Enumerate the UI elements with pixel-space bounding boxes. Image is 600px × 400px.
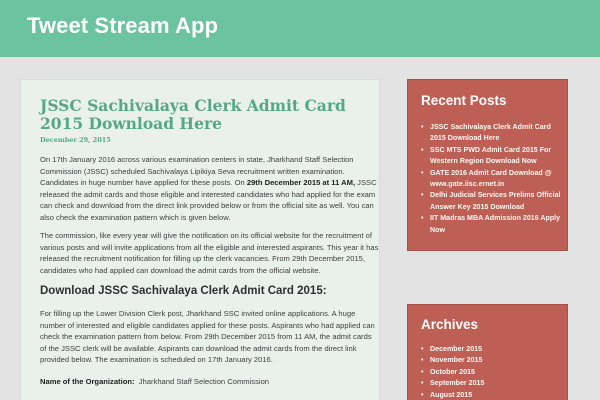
- recent-post-link[interactable]: JSSC Sachivalaya Clerk Admit Card 2015 Download Here: [430, 123, 551, 143]
- paragraph-text: On 17th January 2016 across various examination centers in state, Jharkhand Staff Selection Commission (JSSC) scheduled Sachivalaya Lipikiya Seva recruitment written examination. Candidates in huge number have applied for these posts. On: [40, 155, 354, 187]
- recent-posts-widget: [407, 79, 568, 251]
- paragraph-bold-text: 29th December 2015 at 11 AM,: [246, 178, 356, 187]
- bullet-icon: •: [421, 379, 424, 388]
- post-date[interactable]: December 29, 2015: [40, 136, 111, 144]
- recent-post-link[interactable]: Delhi Judicial Services Prelims Official Answer Key 2015 Download: [430, 191, 561, 211]
- site-header: [0, 0, 600, 57]
- recent-posts-list: [421, 122, 561, 236]
- archive-item: [421, 367, 561, 378]
- organization-line: [40, 376, 380, 388]
- archive-link[interactable]: October 2015: [430, 367, 475, 376]
- bullet-icon: •: [421, 214, 424, 223]
- archive-link[interactable]: December 2015: [430, 345, 483, 353]
- post-subheading: Download JSSC Sachivalaya Clerk Admit Card 2015:: [40, 285, 327, 297]
- recent-post-link[interactable]: IIT Madras MBA Admission 2016 Apply Now: [430, 214, 561, 234]
- organization-value: Jharkhand Staff Selection Commission: [138, 377, 270, 386]
- bullet-icon: •: [421, 367, 424, 376]
- recent-post-link[interactable]: SSC MTS PWD Admit Card 2015 For Western Region Download Now: [430, 145, 552, 166]
- recent-post-item: [421, 122, 561, 145]
- bullet-icon: •: [421, 145, 424, 154]
- archive-item: [421, 390, 561, 400]
- recent-post-link[interactable]: GATE 2016 Admit Card Download @ www.gate.iisc.ernet.in: [430, 168, 552, 189]
- recent-post-item: [421, 190, 561, 213]
- archive-item: [421, 355, 561, 366]
- post-title[interactable]: JSSC Sachivalaya Clerk Admit Card 2015 Download Here: [40, 96, 346, 133]
- archive-link[interactable]: September 2015: [430, 379, 485, 388]
- organization-label: Name of the Organization:: [40, 377, 135, 386]
- post-paragraph-3: For filling up the Lower Division Clerk post, Jharkhand SSC invited online applications. A huge number of interested and eligible candidates applied for these posts. Aspirants who had applied can check the examination pattern from below. From 29th December 2015 from 11 AM, the admit cards of the JSSC clerk will be available. Aspirants can download the admit cards from the direct link provided below. The examination is scheduled on 17th January 2016.: [40, 309, 375, 364]
- bullet-icon: •: [421, 356, 424, 365]
- bullet-icon: •: [421, 168, 424, 177]
- site-title[interactable]: Tweet Stream App: [27, 13, 219, 38]
- bullet-icon: •: [421, 345, 424, 353]
- post-paragraph-1: [40, 154, 380, 223]
- post-article: [20, 79, 380, 400]
- recent-post-item: [421, 145, 561, 168]
- archives-widget: [407, 304, 568, 400]
- archives-list: [421, 344, 561, 400]
- bullet-icon: •: [421, 390, 424, 399]
- archive-item: [421, 344, 561, 355]
- paragraph-text: JSSC released the admit cards and those eligible and interested candidates who had applied for the exam can check and download from the direct link provided below or from the official site as well. You can also check the examination pattern which is given below.: [40, 178, 377, 222]
- post-paragraph-2: The commission, like every year will give the notification on its official website for the recruitment of various posts and will invite applications from all the eligible and interested aspirants. This year it has released the recruitment notification for filling up the clerk vacancies. From 29th December 2015, candidates who had applied can download the admit cards from the official website.: [40, 231, 379, 275]
- bullet-icon: •: [421, 123, 424, 131]
- recent-posts-title: Recent Posts: [421, 93, 507, 108]
- archive-item: [421, 378, 561, 389]
- recent-post-item: [421, 213, 561, 236]
- archives-title: Archives: [421, 317, 479, 332]
- bullet-icon: •: [421, 191, 424, 200]
- archive-link[interactable]: August 2015: [430, 390, 473, 399]
- recent-post-item: [421, 168, 561, 191]
- archive-link[interactable]: November 2015: [430, 356, 483, 365]
